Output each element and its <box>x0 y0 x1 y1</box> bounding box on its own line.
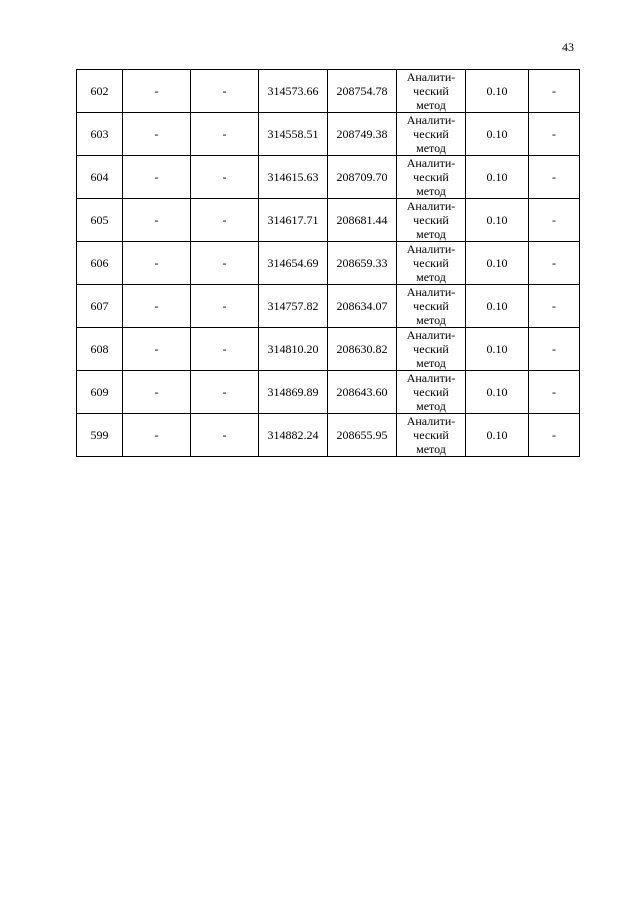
cell-empty-col-2: - <box>123 242 191 285</box>
cell-coord-y: 208634.07 <box>328 285 397 328</box>
cell-empty-col-3: - <box>191 328 259 371</box>
cell-precision: 0.10 <box>466 414 529 457</box>
cell-precision: 0.10 <box>466 70 529 113</box>
table-body <box>77 70 580 457</box>
cell-point-number: 605 <box>77 199 123 242</box>
cell-empty-col-8: - <box>529 242 580 285</box>
cell-coord-x: 314810.20 <box>259 328 328 371</box>
cell-coord-x: 314615.63 <box>259 156 328 199</box>
cell-coord-y: 208681.44 <box>328 199 397 242</box>
cell-coord-y: 208709.70 <box>328 156 397 199</box>
cell-method: Аналити- ческий метод <box>397 156 466 199</box>
cell-empty-col-3: - <box>191 414 259 457</box>
cell-coord-x: 314882.24 <box>259 414 328 457</box>
cell-point-number: 602 <box>77 70 123 113</box>
cell-coord-y: 208643.60 <box>328 371 397 414</box>
cell-precision: 0.10 <box>466 328 529 371</box>
cell-empty-col-8: - <box>529 371 580 414</box>
cell-point-number: 604 <box>77 156 123 199</box>
cell-point-number: 607 <box>77 285 123 328</box>
cell-empty-col-2: - <box>123 371 191 414</box>
cell-precision: 0.10 <box>466 113 529 156</box>
cell-empty-col-8: - <box>529 414 580 457</box>
table-row <box>77 113 580 156</box>
cell-empty-col-8: - <box>529 285 580 328</box>
cell-coord-x: 314558.51 <box>259 113 328 156</box>
table-row <box>77 242 580 285</box>
table-row <box>77 371 580 414</box>
cell-empty-col-2: - <box>123 113 191 156</box>
cell-empty-col-2: - <box>123 285 191 328</box>
cell-empty-col-3: - <box>191 371 259 414</box>
cell-coord-x: 314573.66 <box>259 70 328 113</box>
table-row <box>77 156 580 199</box>
cell-point-number: 599 <box>77 414 123 457</box>
cell-method: Аналити- ческий метод <box>397 285 466 328</box>
cell-method: Аналити- ческий метод <box>397 242 466 285</box>
cell-coord-x: 314869.89 <box>259 371 328 414</box>
cell-method: Аналити- ческий метод <box>397 414 466 457</box>
cell-empty-col-3: - <box>191 242 259 285</box>
cell-empty-col-8: - <box>529 156 580 199</box>
cell-method: Аналити- ческий метод <box>397 113 466 156</box>
cell-method: Аналити- ческий метод <box>397 199 466 242</box>
cell-coord-x: 314757.82 <box>259 285 328 328</box>
cell-precision: 0.10 <box>466 285 529 328</box>
cell-empty-col-3: - <box>191 285 259 328</box>
coordinates-table <box>76 69 580 457</box>
cell-coord-x: 314654.69 <box>259 242 328 285</box>
cell-precision: 0.10 <box>466 371 529 414</box>
cell-empty-col-3: - <box>191 113 259 156</box>
table-row <box>77 328 580 371</box>
cell-empty-col-8: - <box>529 70 580 113</box>
cell-method: Аналити- ческий метод <box>397 70 466 113</box>
cell-point-number: 603 <box>77 113 123 156</box>
cell-point-number: 608 <box>77 328 123 371</box>
cell-empty-col-3: - <box>191 199 259 242</box>
cell-empty-col-3: - <box>191 156 259 199</box>
cell-empty-col-8: - <box>529 328 580 371</box>
cell-precision: 0.10 <box>466 199 529 242</box>
cell-empty-col-2: - <box>123 199 191 242</box>
cell-coord-y: 208659.33 <box>328 242 397 285</box>
cell-method: Аналити- ческий метод <box>397 328 466 371</box>
page-number: 43 <box>562 40 574 54</box>
cell-coord-y: 208754.78 <box>328 70 397 113</box>
cell-empty-col-2: - <box>123 414 191 457</box>
cell-empty-col-8: - <box>529 199 580 242</box>
table-row <box>77 414 580 457</box>
cell-coord-y: 208749.38 <box>328 113 397 156</box>
cell-empty-col-8: - <box>529 113 580 156</box>
table-row <box>77 285 580 328</box>
table-row <box>77 70 580 113</box>
cell-empty-col-2: - <box>123 70 191 113</box>
cell-empty-col-3: - <box>191 70 259 113</box>
cell-coord-y: 208630.82 <box>328 328 397 371</box>
cell-coord-y: 208655.95 <box>328 414 397 457</box>
table-row <box>77 199 580 242</box>
cell-method: Аналити- ческий метод <box>397 371 466 414</box>
cell-coord-x: 314617.71 <box>259 199 328 242</box>
cell-point-number: 609 <box>77 371 123 414</box>
cell-precision: 0.10 <box>466 156 529 199</box>
cell-empty-col-2: - <box>123 156 191 199</box>
cell-empty-col-2: - <box>123 328 191 371</box>
cell-point-number: 606 <box>77 242 123 285</box>
cell-precision: 0.10 <box>466 242 529 285</box>
